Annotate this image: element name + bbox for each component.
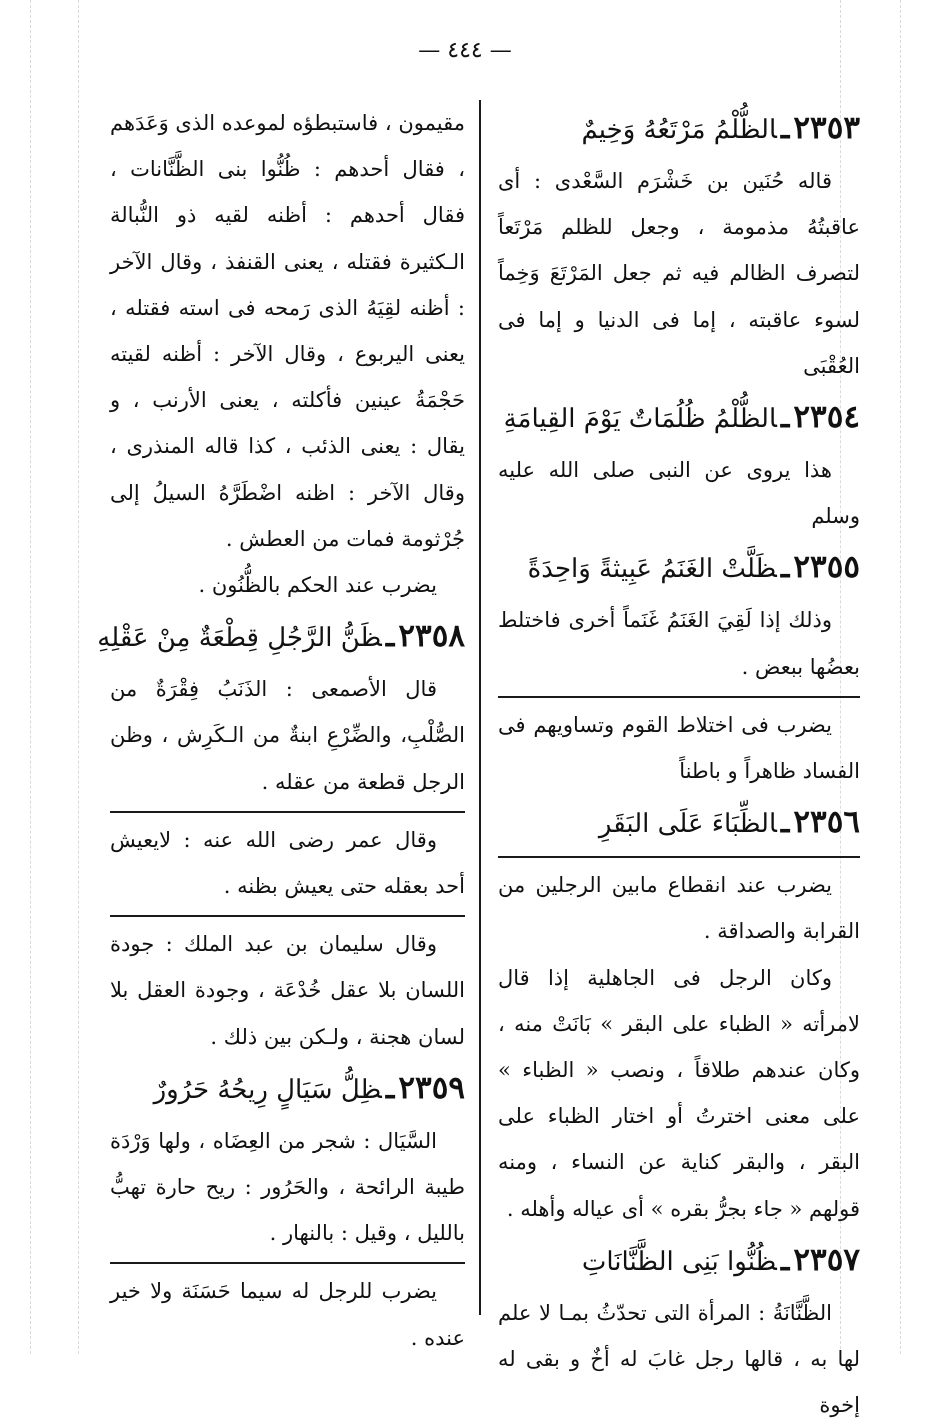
proverb-heading bbox=[498, 1234, 860, 1288]
paragraph: يضرب عند انقطاع مابين الرجلين من القرابة والصداقة . bbox=[498, 873, 860, 944]
proverb-title: ظَلَّتْ الغَنَمُ عَبِيثةً وَاحِدَةً bbox=[527, 554, 777, 585]
proverb-heading bbox=[498, 102, 860, 156]
proverb-title: الظُّلْمُ ظُلُمَاتٌ يَوْمَ القِيامَةِ bbox=[503, 404, 777, 435]
paragraph: قال الأصمعى : الذَنَبُ فِقْرَةٌ من الصُّلْبِ، والضِّرْعِ ابنةٌ من الـكَرِش ، وظن الرجل قطعة من عقله . bbox=[110, 677, 465, 794]
paragraph: وكان الرجل فى الجاهلية إذا قال لامرأته « الظباء على البقر » بَانَتْ منه ، وكان عندهم طلاقاً ، ونصب « الظباء » على معنى اخترتُ أو اختار الظباء على البقر ، والبقر كناية عن النساء ، ومنه قولهم « جاء بجرُّ بقره » أى عياله وأهله . bbox=[498, 965, 860, 1221]
heading-dash: ـ bbox=[385, 619, 395, 654]
paragraph: قاله حُنَين بن خَشْرَم السَّعْدى : أى عاقبتُهُ مذمومة ، وجعل للظلم مَرْتَعاً لتصرف الظالم فيه ثم جعل المَرْتَعَ وَخِماً لسوء عاقبته ، إما فى الدنيا و إما فى العُقْبَى bbox=[498, 169, 860, 378]
scan-line bbox=[900, 0, 901, 1354]
proverb-number: ٢٣٥٦ bbox=[793, 804, 860, 841]
proverb-heading bbox=[110, 1062, 465, 1116]
continued-paragraph: مقيمون ، فاستبطؤه لموعده الذى وَعَدَهم ، فقال أحدهم : ظُنُّوا بنى الظَّنَّانات ، فقال أحدهم : أظنه لقيه ذو النُّبالة الـكثيرة فقتله ، يعنى القنفذ ، وقال الآخر : أظنه لقِيَهُ الذى رَمحه فى استه فقتله ، يعنى اليربوع ، وقال الآخر : أظنه لقيته حَجْمَةُ عينين فأكلته ، يعنى الأرنب ، و يقال : يعنى الذئب ، كذا قاله المنذرى ، وقال الآخر : اظنه اضْطَرَّهُ السيلُ إلى جُرْثومة فمات من العطش . bbox=[110, 111, 465, 551]
heading-dash: ـ bbox=[385, 1070, 395, 1105]
right-column bbox=[498, 100, 860, 1428]
left-column bbox=[97, 100, 465, 1361]
paragraph: يضرب للرجل له سيما حَسَنَة ولا خير عنده . bbox=[110, 1279, 465, 1350]
proverb-title: الظُّلْمُ مَرْتَعُهُ وَخِيمٌ bbox=[581, 115, 777, 145]
paragraph: وقال عمر رضى الله عنه : لايعيش أحد بعقله حتى يعيش بظنه . bbox=[110, 827, 465, 899]
heading-dash: ـ bbox=[780, 550, 790, 585]
heading-dash: ـ bbox=[780, 1242, 790, 1277]
proverb-number: ٢٣٥٩ bbox=[398, 1069, 465, 1106]
paragraph: الظَّنَّانَةُ : المرأة التى تحدّثُ بمـا لا علم لها به ، قالها رجل غابَ له أخٌ و بقى له إخوة bbox=[498, 1300, 860, 1418]
page-number: — ٤٤٤ — bbox=[418, 38, 512, 63]
proverb-title: ظُنُّوا بَنِى الظَّنَّانَاتِ bbox=[581, 1246, 777, 1277]
section-rule bbox=[110, 811, 465, 813]
proverb-heading bbox=[498, 541, 860, 595]
paragraph: وذلك إذا لَقِيَ الغَنَمُ غَنَماً أخرى فاختلط بعضُها ببعض . bbox=[498, 608, 860, 679]
proverb-heading bbox=[498, 391, 860, 445]
proverb-title: ظِلُّ سَيَالٍ رِيحُهُ حَرُورٌ bbox=[153, 1074, 382, 1105]
heading-dash: ـ bbox=[780, 111, 790, 145]
proverb-number: ٢٣٥٧ bbox=[793, 1241, 860, 1278]
proverb-heading bbox=[97, 610, 465, 664]
proverb-title: ظَنُّ الرَّجُلِ قِطْعَةٌ مِنْ عَقْلِهِ bbox=[97, 623, 382, 654]
section-rule bbox=[498, 696, 860, 698]
proverb-heading bbox=[498, 796, 860, 850]
proverb-number: ٢٣٥٤ bbox=[793, 399, 860, 436]
paragraph: السَّيَال : شجر من العِضَاه ، ولها وَرْدَة طيبة الرائحة ، والحَرُور : ريح حارة تهبُّ بالليل ، وقيل : بالنهار . bbox=[110, 1128, 465, 1246]
heading-dash: ـ bbox=[780, 400, 790, 435]
section-rule bbox=[110, 915, 465, 917]
paragraph: وقال سليمان بن عبد الملك : جودة اللسان بلا عقل خُدْعَة ، وجودة العقل بلا لسان هجنة ، ولـكن بين ذلك . bbox=[110, 932, 465, 1049]
section-rule bbox=[498, 856, 860, 858]
proverb-number: ٢٣٥٣ bbox=[793, 110, 860, 146]
paragraph: يضرب فى اختلاط القوم وتساويهم فى الفساد ظاهراً و باطناً bbox=[498, 712, 860, 784]
proverb-number: ٢٣٥٥ bbox=[793, 549, 860, 586]
proverb-number: ٢٣٥٨ bbox=[398, 618, 465, 655]
scan-line bbox=[30, 0, 31, 1354]
page-header bbox=[0, 38, 930, 63]
column-divider bbox=[479, 100, 481, 1315]
paragraph: هذا يروى عن النبى صلى الله عليه وسلم bbox=[498, 458, 860, 529]
proverb-title: الظِّبَاءَ عَلَى البَقَرِ bbox=[598, 809, 777, 840]
section-rule bbox=[110, 1262, 465, 1264]
heading-dash: ـ bbox=[780, 805, 790, 840]
scan-line bbox=[78, 0, 79, 1354]
paragraph: يضرب عند الحكم بالظُّنُون . bbox=[198, 573, 437, 598]
